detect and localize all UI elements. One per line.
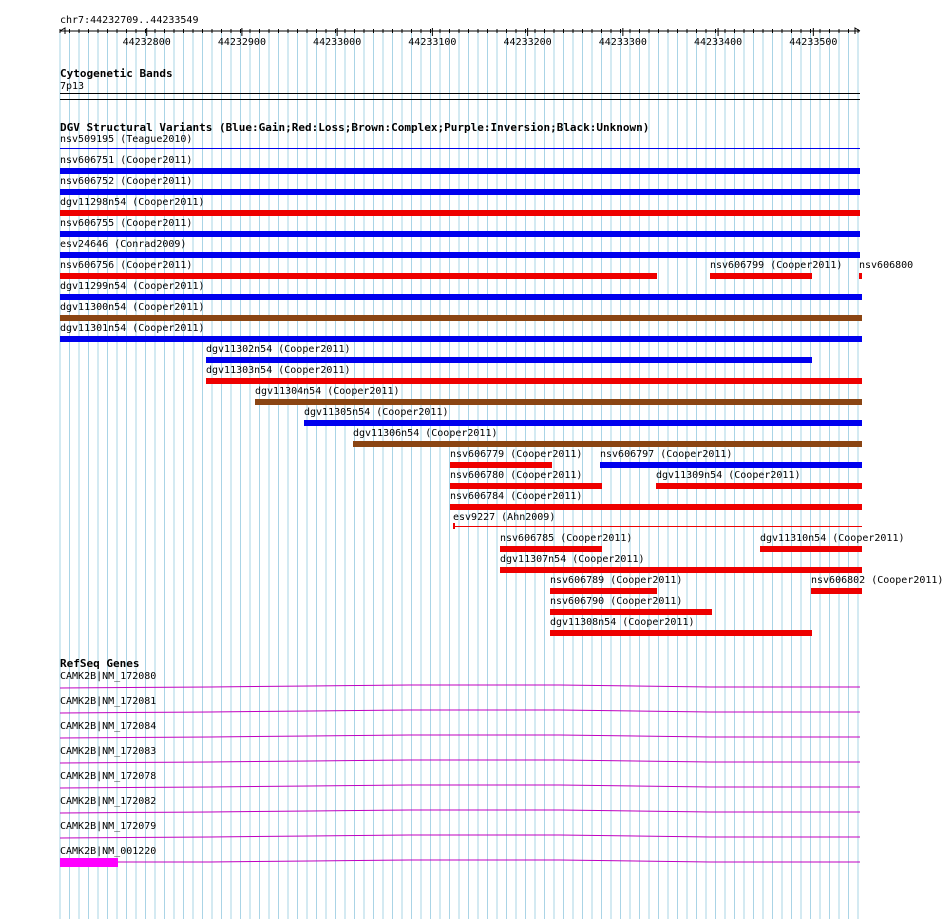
variant-label[interactable]: esv9227 (Ahn2009) bbox=[453, 512, 556, 523]
variant-label[interactable]: nsv606752 (Cooper2011) bbox=[60, 176, 193, 187]
variant-bar-complex[interactable] bbox=[255, 399, 862, 405]
gene-label[interactable]: CAMK2B|NM_172078 bbox=[60, 771, 157, 782]
variant-label[interactable]: dgv11307n54 (Cooper2011) bbox=[500, 554, 645, 565]
variant-label[interactable]: nsv606756 (Cooper2011) bbox=[60, 260, 193, 271]
variant-label[interactable]: dgv11309n54 (Cooper2011) bbox=[656, 470, 801, 481]
variant-label[interactable]: nsv509195 (Teague2010) bbox=[60, 134, 193, 145]
variant-bar-loss[interactable] bbox=[710, 273, 812, 279]
variant-label[interactable]: dgv11300n54 (Cooper2011) bbox=[60, 302, 205, 313]
gene-label[interactable]: CAMK2B|NM_001220 bbox=[60, 846, 157, 857]
variant-bar-loss[interactable] bbox=[60, 273, 657, 279]
variant-label[interactable]: nsv606784 (Cooper2011) bbox=[450, 491, 583, 502]
variant-bar-loss[interactable] bbox=[550, 609, 712, 615]
variant-bar-gain[interactable] bbox=[60, 231, 860, 237]
variant-bar-loss[interactable] bbox=[60, 210, 860, 216]
ruler-tick-label: 44233500 bbox=[789, 37, 838, 48]
gene-model[interactable] bbox=[60, 851, 860, 875]
variant-bar-loss[interactable] bbox=[656, 483, 862, 489]
variant-bar-gain[interactable] bbox=[60, 336, 862, 342]
cytoband-label: 7p13 bbox=[60, 81, 85, 92]
variant-label[interactable]: nsv606780 (Cooper2011) bbox=[450, 470, 583, 481]
gene-model[interactable] bbox=[60, 701, 860, 725]
variant-bar-gain[interactable] bbox=[206, 357, 812, 363]
variant-bar-gain[interactable] bbox=[60, 189, 860, 195]
gene-label[interactable]: CAMK2B|NM_172084 bbox=[60, 721, 157, 732]
variant-label[interactable]: nsv606799 (Cooper2011) bbox=[710, 260, 843, 271]
variant-bar-loss[interactable] bbox=[455, 526, 862, 527]
variant-label[interactable]: dgv11306n54 (Cooper2011) bbox=[353, 428, 498, 439]
gene-label[interactable]: CAMK2B|NM_172080 bbox=[60, 671, 157, 682]
variant-bar-loss[interactable] bbox=[760, 546, 862, 552]
variant-label[interactable]: nsv606785 (Cooper2011) bbox=[500, 533, 633, 544]
gene-label[interactable]: CAMK2B|NM_172079 bbox=[60, 821, 157, 832]
variant-bar-gain[interactable] bbox=[60, 252, 860, 258]
cytoband-divider bbox=[60, 99, 860, 100]
variant-bar-loss[interactable] bbox=[500, 567, 862, 573]
ruler-tick-label: 44232900 bbox=[217, 37, 266, 48]
variant-bar-loss[interactable] bbox=[550, 630, 812, 636]
variant-bar-loss[interactable] bbox=[811, 588, 862, 594]
variant-bar-loss[interactable] bbox=[450, 462, 552, 468]
gene-model[interactable] bbox=[60, 776, 860, 800]
gene-label[interactable]: CAMK2B|NM_172082 bbox=[60, 796, 157, 807]
ruler-tick-label: 44233100 bbox=[408, 37, 457, 48]
cytoband-divider bbox=[60, 93, 860, 94]
variant-bar-loss[interactable] bbox=[450, 483, 602, 489]
gene-label[interactable]: CAMK2B|NM_172081 bbox=[60, 696, 157, 707]
variant-bar-gain[interactable] bbox=[600, 462, 862, 468]
variant-label[interactable]: dgv11305n54 (Cooper2011) bbox=[304, 407, 449, 418]
variant-bar-gain[interactable] bbox=[60, 294, 862, 300]
ruler-tick-label: 44233400 bbox=[694, 37, 743, 48]
variant-bar-loss[interactable] bbox=[550, 588, 657, 594]
variant-label[interactable]: nsv606802 (Cooper2011) bbox=[811, 575, 943, 586]
variant-label[interactable]: nsv606755 (Cooper2011) bbox=[60, 218, 193, 229]
variant-label[interactable]: esv24646 (Conrad2009) bbox=[60, 239, 187, 250]
variant-label[interactable]: dgv11302n54 (Cooper2011) bbox=[206, 344, 351, 355]
variant-label[interactable]: nsv606800 bbox=[859, 260, 914, 271]
variant-label[interactable]: nsv606790 (Cooper2011) bbox=[550, 596, 683, 607]
variant-bar-gain[interactable] bbox=[304, 420, 862, 426]
variant-bar-gain[interactable] bbox=[60, 168, 860, 174]
variant-bar-loss[interactable] bbox=[859, 273, 862, 279]
variant-bar-complex[interactable] bbox=[60, 315, 862, 321]
track-title-dgv: DGV Structural Variants (Blue:Gain;Red:Loss;Brown:Complex;Purple:Inversion;Black:Unknown) bbox=[60, 121, 650, 134]
gene-model[interactable] bbox=[60, 676, 860, 700]
variant-label[interactable]: dgv11308n54 (Cooper2011) bbox=[550, 617, 695, 628]
gene-model[interactable] bbox=[60, 726, 860, 750]
gene-model[interactable] bbox=[60, 751, 860, 775]
variant-bar-loss[interactable] bbox=[450, 504, 862, 510]
variant-label[interactable]: dgv11303n54 (Cooper2011) bbox=[206, 365, 351, 376]
variant-label[interactable]: dgv11301n54 (Cooper2011) bbox=[60, 323, 205, 334]
variant-bar-complex[interactable] bbox=[353, 441, 862, 447]
gene-model[interactable] bbox=[60, 801, 860, 825]
gene-model[interactable] bbox=[60, 826, 860, 850]
variant-label[interactable]: dgv11298n54 (Cooper2011) bbox=[60, 197, 205, 208]
variant-label[interactable]: nsv606779 (Cooper2011) bbox=[450, 449, 583, 460]
gene-label[interactable]: CAMK2B|NM_172083 bbox=[60, 746, 157, 757]
ruler-tick-label: 44233200 bbox=[503, 37, 552, 48]
variant-label[interactable]: dgv11310n54 (Cooper2011) bbox=[760, 533, 905, 544]
variant-label[interactable]: dgv11299n54 (Cooper2011) bbox=[60, 281, 205, 292]
variant-label[interactable]: nsv606751 (Cooper2011) bbox=[60, 155, 193, 166]
ruler-tick-label: 44232800 bbox=[122, 37, 171, 48]
track-title-cytobands: Cytogenetic Bands bbox=[60, 67, 173, 80]
variant-label[interactable]: nsv606789 (Cooper2011) bbox=[550, 575, 683, 586]
ruler-range-label: chr7:44232709..44233549 bbox=[60, 15, 199, 26]
variant-bar-gain[interactable] bbox=[60, 148, 860, 149]
track-title-refseq: RefSeq Genes bbox=[60, 657, 140, 670]
gene-exon-block[interactable] bbox=[60, 858, 118, 867]
ruler-axis[interactable] bbox=[0, 25, 890, 55]
variant-bar-loss[interactable] bbox=[500, 546, 602, 552]
variant-bar-loss[interactable] bbox=[206, 378, 862, 384]
variant-label[interactable]: nsv606797 (Cooper2011) bbox=[600, 449, 733, 460]
ruler-tick-label: 44233300 bbox=[598, 37, 647, 48]
ruler-tick-label: 44233000 bbox=[313, 37, 362, 48]
variant-label[interactable]: dgv11304n54 (Cooper2011) bbox=[255, 386, 400, 397]
